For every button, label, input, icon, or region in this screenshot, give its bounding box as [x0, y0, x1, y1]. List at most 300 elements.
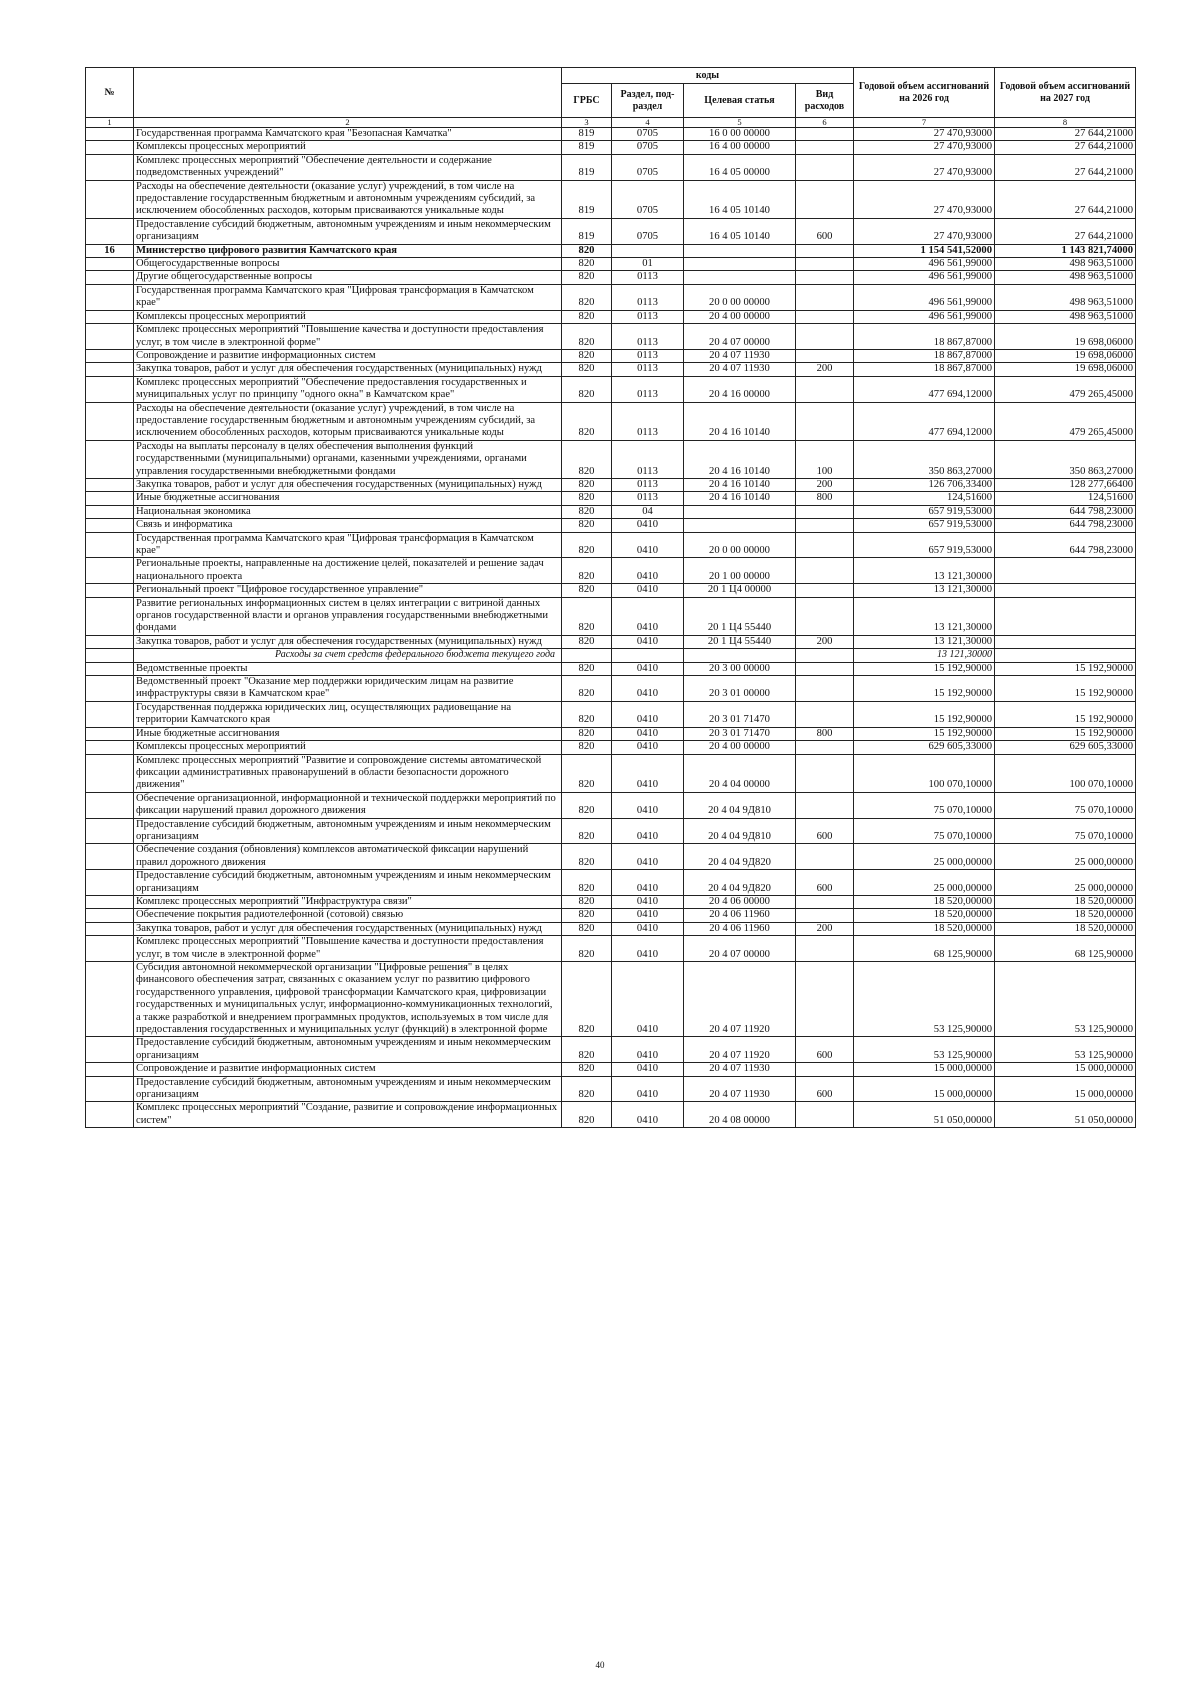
- row-name: Государственная программа Камчатского края "Безопасная Камчатка": [134, 128, 562, 141]
- row-section: 0410: [612, 662, 684, 675]
- row-volume-2027: 644 798,23000: [995, 519, 1136, 532]
- row-grbs: 820: [562, 284, 612, 310]
- row-number: [86, 1063, 134, 1076]
- row-target-article: 20 4 16 10140: [684, 402, 796, 440]
- row-grbs: 820: [562, 258, 612, 271]
- row-volume-2027: 644 798,23000: [995, 505, 1136, 518]
- row-section: 0113: [612, 349, 684, 362]
- budget-table: [85, 67, 1136, 1128]
- table-row: [86, 244, 1136, 257]
- row-volume-2027: 25 000,00000: [995, 844, 1136, 870]
- row-volume-2026: 496 561,99000: [854, 310, 995, 323]
- row-section: 0705: [612, 180, 684, 218]
- row-target-article: 20 4 07 00000: [684, 936, 796, 962]
- table-row: [86, 324, 1136, 350]
- row-section: 0113: [612, 492, 684, 505]
- row-volume-2026: 477 694,12000: [854, 402, 995, 440]
- row-volume-2027: [995, 558, 1136, 584]
- row-volume-2026: 51 050,00000: [854, 1102, 995, 1128]
- row-volume-2027: 53 125,90000: [995, 962, 1136, 1037]
- row-name: Комплекс процессных мероприятий "Инфраструктура связи": [134, 895, 562, 908]
- row-name: Комплекс процессных мероприятий "Обеспечение деятельности и содержание подведомственных учреждений": [134, 154, 562, 180]
- row-volume-2027: 644 798,23000: [995, 532, 1136, 558]
- row-expense-type: [796, 662, 854, 675]
- row-volume-2026: 15 192,90000: [854, 727, 995, 740]
- row-target-article: 20 4 00 00000: [684, 741, 796, 754]
- row-grbs: 820: [562, 597, 612, 635]
- row-target-article: 20 4 06 00000: [684, 895, 796, 908]
- row-volume-2026: 657 919,53000: [854, 532, 995, 558]
- row-expense-type: 600: [796, 1037, 854, 1063]
- row-expense-type: [796, 676, 854, 702]
- row-target-article: 16 4 00 00000: [684, 141, 796, 154]
- row-grbs: 820: [562, 727, 612, 740]
- header-number: №: [86, 68, 134, 118]
- row-volume-2027: 124,51600: [995, 492, 1136, 505]
- row-expense-type: [796, 558, 854, 584]
- row-name: Государственная программа Камчатского края "Цифровая трансформация в Камчатском крае": [134, 284, 562, 310]
- row-name: Закупка товаров, работ и услуг для обеспечения государственных (муниципальных) нужд: [134, 478, 562, 491]
- row-section: [612, 244, 684, 257]
- row-number: [86, 519, 134, 532]
- row-number: [86, 597, 134, 635]
- column-number: 8: [995, 118, 1136, 128]
- column-number: 2: [134, 118, 562, 128]
- row-volume-2027: 15 192,90000: [995, 676, 1136, 702]
- row-grbs: 820: [562, 363, 612, 376]
- row-volume-2027: 51 050,00000: [995, 1102, 1136, 1128]
- table-row: [86, 154, 1136, 180]
- row-number: [86, 128, 134, 141]
- table-row: [86, 258, 1136, 271]
- row-section: 0705: [612, 218, 684, 244]
- row-expense-type: 600: [796, 218, 854, 244]
- table-row: [86, 741, 1136, 754]
- row-section: 0113: [612, 284, 684, 310]
- row-number: [86, 635, 134, 648]
- table-row: [86, 936, 1136, 962]
- row-expense-type: [796, 376, 854, 402]
- row-target-article: 20 4 06 11960: [684, 909, 796, 922]
- row-name: Ведомственные проекты: [134, 662, 562, 675]
- row-volume-2026: 124,51600: [854, 492, 995, 505]
- row-section: 0410: [612, 909, 684, 922]
- row-expense-type: [796, 519, 854, 532]
- row-grbs: 820: [562, 792, 612, 818]
- row-grbs: 819: [562, 128, 612, 141]
- table-row: [86, 558, 1136, 584]
- row-expense-type: [796, 895, 854, 908]
- row-number: [86, 895, 134, 908]
- row-target-article: 16 4 05 00000: [684, 154, 796, 180]
- row-grbs: 820: [562, 440, 612, 478]
- row-volume-2026: 15 192,90000: [854, 662, 995, 675]
- table-row: [86, 376, 1136, 402]
- row-expense-type: [796, 284, 854, 310]
- row-volume-2027: 498 963,51000: [995, 310, 1136, 323]
- row-target-article: 20 3 01 00000: [684, 676, 796, 702]
- row-target-article: [684, 649, 796, 662]
- table-row: [86, 363, 1136, 376]
- row-grbs: 819: [562, 141, 612, 154]
- row-volume-2027: 18 520,00000: [995, 922, 1136, 935]
- row-target-article: [684, 519, 796, 532]
- row-number: [86, 1037, 134, 1063]
- row-name: Ведомственный проект "Оказание мер поддержки юридическим лицам на развитие инфраструктуры связи в Камчатском крае": [134, 676, 562, 702]
- table-row: [86, 754, 1136, 792]
- row-number: [86, 792, 134, 818]
- row-grbs: 820: [562, 922, 612, 935]
- table-body: [86, 128, 1136, 1128]
- row-volume-2027: 15 000,00000: [995, 1063, 1136, 1076]
- row-target-article: [684, 271, 796, 284]
- row-target-article: 20 3 00 00000: [684, 662, 796, 675]
- row-volume-2026: 18 867,87000: [854, 349, 995, 362]
- row-volume-2026: 13 121,30000: [854, 597, 995, 635]
- row-target-article: 20 1 Ц4 00000: [684, 584, 796, 597]
- row-volume-2027: 498 963,51000: [995, 258, 1136, 271]
- row-number: [86, 218, 134, 244]
- row-volume-2027: 19 698,06000: [995, 363, 1136, 376]
- row-number: [86, 818, 134, 844]
- row-number: [86, 324, 134, 350]
- column-number: 4: [612, 118, 684, 128]
- row-grbs: 820: [562, 676, 612, 702]
- row-target-article: 20 0 00 00000: [684, 284, 796, 310]
- row-target-article: [684, 244, 796, 257]
- row-section: 01: [612, 258, 684, 271]
- row-volume-2027: 25 000,00000: [995, 870, 1136, 896]
- row-name: Обеспечение создания (обновления) комплексов автоматической фиксации нарушений правил дорожного движения: [134, 844, 562, 870]
- row-expense-type: 200: [796, 363, 854, 376]
- row-name: Предоставление субсидий бюджетным, автономным учреждениям и иным некоммерческим организациям: [134, 818, 562, 844]
- row-expense-type: 200: [796, 922, 854, 935]
- row-volume-2026: 13 121,30000: [854, 649, 995, 662]
- row-grbs: 820: [562, 1063, 612, 1076]
- row-volume-2026: 27 470,93000: [854, 154, 995, 180]
- table-row: [86, 870, 1136, 896]
- table-row: [86, 349, 1136, 362]
- row-section: 0410: [612, 1076, 684, 1102]
- row-volume-2026: 25 000,00000: [854, 844, 995, 870]
- row-name: Закупка товаров, работ и услуг для обеспечения государственных (муниципальных) нужд: [134, 363, 562, 376]
- row-name: Региональный проект "Цифровое государственное управление": [134, 584, 562, 597]
- header-name: [134, 68, 562, 118]
- header-section: Раздел, под-раздел: [612, 84, 684, 118]
- row-volume-2026: 53 125,90000: [854, 1037, 995, 1063]
- row-grbs: 820: [562, 754, 612, 792]
- row-number: [86, 440, 134, 478]
- row-volume-2027: 75 070,10000: [995, 792, 1136, 818]
- row-section: 0410: [612, 635, 684, 648]
- column-number: 5: [684, 118, 796, 128]
- row-volume-2026: 629 605,33000: [854, 741, 995, 754]
- row-number: [86, 844, 134, 870]
- row-grbs: 820: [562, 1076, 612, 1102]
- row-name: Закупка товаров, работ и услуг для обеспечения государственных (муниципальных) нужд: [134, 922, 562, 935]
- row-volume-2027: [995, 584, 1136, 597]
- row-number: [86, 376, 134, 402]
- row-name: Развитие региональных информационных систем в целях интеграции с витриной данных органов государственной власти и органов управления государственными внебюджетными фондами: [134, 597, 562, 635]
- row-name: Предоставление субсидий бюджетным, автономным учреждениям и иным некоммерческим организациям: [134, 1076, 562, 1102]
- row-name: Национальная экономика: [134, 505, 562, 518]
- row-expense-type: [796, 1063, 854, 1076]
- row-section: 0705: [612, 141, 684, 154]
- row-target-article: 20 4 04 9Д810: [684, 792, 796, 818]
- row-section: 0410: [612, 936, 684, 962]
- row-expense-type: 600: [796, 870, 854, 896]
- row-target-article: [684, 505, 796, 518]
- table-header: [86, 68, 1136, 128]
- row-grbs: 820: [562, 701, 612, 727]
- row-number: [86, 180, 134, 218]
- row-volume-2026: 126 706,33400: [854, 478, 995, 491]
- row-target-article: 20 4 16 10140: [684, 492, 796, 505]
- row-volume-2026: 657 919,53000: [854, 505, 995, 518]
- row-volume-2027: 479 265,45000: [995, 402, 1136, 440]
- row-volume-2027: 27 644,21000: [995, 141, 1136, 154]
- row-section: 0113: [612, 324, 684, 350]
- row-number: [86, 349, 134, 362]
- row-volume-2026: 75 070,10000: [854, 818, 995, 844]
- row-number: [86, 754, 134, 792]
- row-name: Комплекс процессных мероприятий "Создание, развитие и сопровождение информационных систем": [134, 1102, 562, 1128]
- table-row: [86, 141, 1136, 154]
- row-expense-type: [796, 792, 854, 818]
- row-volume-2026: 13 121,30000: [854, 635, 995, 648]
- row-section: 0113: [612, 402, 684, 440]
- row-volume-2026: 496 561,99000: [854, 284, 995, 310]
- row-grbs: 820: [562, 1037, 612, 1063]
- row-expense-type: [796, 505, 854, 518]
- table-row: [86, 701, 1136, 727]
- row-section: 0410: [612, 519, 684, 532]
- row-section: [612, 649, 684, 662]
- row-target-article: 16 4 05 10140: [684, 218, 796, 244]
- row-volume-2027: 18 520,00000: [995, 909, 1136, 922]
- row-volume-2027: 53 125,90000: [995, 1037, 1136, 1063]
- row-grbs: 820: [562, 662, 612, 675]
- row-name: Комплекс процессных мероприятий "Повышение качества и доступности предоставления услуг, в том числе в электронной форме": [134, 936, 562, 962]
- row-volume-2026: 18 867,87000: [854, 363, 995, 376]
- row-section: 0410: [612, 792, 684, 818]
- row-volume-2027: 498 963,51000: [995, 271, 1136, 284]
- row-expense-type: [796, 584, 854, 597]
- table-row: [86, 440, 1136, 478]
- row-volume-2026: 68 125,90000: [854, 936, 995, 962]
- table-row: [86, 180, 1136, 218]
- row-number: [86, 727, 134, 740]
- row-target-article: 20 3 01 71470: [684, 701, 796, 727]
- row-number: [86, 402, 134, 440]
- table-row: [86, 909, 1136, 922]
- row-name: Обеспечение организационной, информационной и технической поддержки мероприятий по фиксации нарушений правил дорожного движения: [134, 792, 562, 818]
- table-row: [86, 662, 1136, 675]
- row-section: 0410: [612, 741, 684, 754]
- row-section: 0410: [612, 1063, 684, 1076]
- row-section: 0705: [612, 128, 684, 141]
- header-volume-2026: Годовой объем ассигнований на 2026 год: [854, 68, 995, 118]
- row-target-article: 20 4 04 9Д820: [684, 844, 796, 870]
- row-grbs: [562, 649, 612, 662]
- row-volume-2027: 15 192,90000: [995, 662, 1136, 675]
- row-expense-type: [796, 741, 854, 754]
- table-row: [86, 584, 1136, 597]
- row-expense-type: [796, 532, 854, 558]
- row-target-article: 20 4 16 10140: [684, 478, 796, 491]
- table-row: [86, 818, 1136, 844]
- row-expense-type: 100: [796, 440, 854, 478]
- row-grbs: 820: [562, 324, 612, 350]
- row-grbs: 820: [562, 962, 612, 1037]
- row-name: Министерство цифрового развития Камчатского края: [134, 244, 562, 257]
- row-volume-2027: 479 265,45000: [995, 376, 1136, 402]
- row-target-article: 20 3 01 71470: [684, 727, 796, 740]
- row-number: [86, 492, 134, 505]
- row-expense-type: 200: [796, 635, 854, 648]
- row-section: 0410: [612, 584, 684, 597]
- row-grbs: 819: [562, 180, 612, 218]
- table-row: [86, 1063, 1136, 1076]
- column-number: 3: [562, 118, 612, 128]
- table-row: [86, 649, 1136, 662]
- row-volume-2026: 15 192,90000: [854, 676, 995, 702]
- row-target-article: 20 1 Ц4 55440: [684, 597, 796, 635]
- table-row: [86, 218, 1136, 244]
- row-expense-type: [796, 909, 854, 922]
- budget-document-page: [85, 67, 1135, 1128]
- row-name: Расходы за счет средств федерального бюджета текущего года: [134, 649, 562, 662]
- row-volume-2026: 13 121,30000: [854, 558, 995, 584]
- row-grbs: 820: [562, 741, 612, 754]
- row-target-article: 20 0 00 00000: [684, 532, 796, 558]
- row-number: [86, 478, 134, 491]
- row-grbs: 820: [562, 635, 612, 648]
- row-number: [86, 962, 134, 1037]
- row-name: Расходы на обеспечение деятельности (оказание услуг) учреждений, в том числе на предоставление государственным бюджетным и автономным учреждениям субсидий, за исключением обособленных расходов, которым присваиваются уникальные коды: [134, 402, 562, 440]
- row-grbs: 820: [562, 505, 612, 518]
- row-volume-2027: 75 070,10000: [995, 818, 1136, 844]
- row-number: [86, 649, 134, 662]
- row-section: 04: [612, 505, 684, 518]
- row-target-article: 16 0 00 00000: [684, 128, 796, 141]
- row-target-article: 20 4 07 11930: [684, 349, 796, 362]
- row-target-article: 16 4 05 10140: [684, 180, 796, 218]
- table-row: [86, 844, 1136, 870]
- row-section: 0410: [612, 558, 684, 584]
- row-volume-2027: 1 143 821,74000: [995, 244, 1136, 257]
- row-name: Региональные проекты, направленные на достижение целей, показателей и решение задач национального проекта: [134, 558, 562, 584]
- row-volume-2027: 128 277,66400: [995, 478, 1136, 491]
- row-expense-type: [796, 310, 854, 323]
- row-grbs: 820: [562, 818, 612, 844]
- row-section: 0113: [612, 310, 684, 323]
- row-number: [86, 558, 134, 584]
- row-expense-type: [796, 244, 854, 257]
- row-grbs: 820: [562, 349, 612, 362]
- row-volume-2026: 477 694,12000: [854, 376, 995, 402]
- row-target-article: 20 4 04 9Д810: [684, 818, 796, 844]
- table-row: [86, 895, 1136, 908]
- row-name: Предоставление субсидий бюджетным, автономным учреждениям и иным некоммерческим организациям: [134, 218, 562, 244]
- row-target-article: 20 4 07 11930: [684, 363, 796, 376]
- row-volume-2027: 15 000,00000: [995, 1076, 1136, 1102]
- row-number: [86, 505, 134, 518]
- row-number: [86, 154, 134, 180]
- table-row: [86, 492, 1136, 505]
- row-target-article: 20 4 07 11930: [684, 1063, 796, 1076]
- column-number: 6: [796, 118, 854, 128]
- table-row: [86, 1076, 1136, 1102]
- row-target-article: 20 4 06 11960: [684, 922, 796, 935]
- row-name: Иные бюджетные ассигнования: [134, 727, 562, 740]
- row-grbs: 820: [562, 244, 612, 257]
- row-section: 0410: [612, 922, 684, 935]
- row-expense-type: [796, 936, 854, 962]
- row-target-article: 20 4 07 11930: [684, 1076, 796, 1102]
- row-name: Комплексы процессных мероприятий: [134, 310, 562, 323]
- row-target-article: 20 1 00 00000: [684, 558, 796, 584]
- row-name: Комплекс процессных мероприятий "Обеспечение предоставления государственных и муниципальных услуг по принципу "одного окна" в Камчатском крае": [134, 376, 562, 402]
- row-name: Комплексы процессных мероприятий: [134, 741, 562, 754]
- table-row: [86, 962, 1136, 1037]
- table-row: [86, 284, 1136, 310]
- row-section: 0410: [612, 962, 684, 1037]
- row-number: [86, 662, 134, 675]
- row-section: 0410: [612, 844, 684, 870]
- row-section: 0113: [612, 376, 684, 402]
- row-volume-2026: 15 192,90000: [854, 701, 995, 727]
- row-number: [86, 363, 134, 376]
- column-number: 7: [854, 118, 995, 128]
- row-grbs: 820: [562, 519, 612, 532]
- row-section: 0410: [612, 895, 684, 908]
- row-grbs: 820: [562, 478, 612, 491]
- row-number: [86, 1076, 134, 1102]
- row-grbs: 820: [562, 558, 612, 584]
- row-volume-2026: 18 520,00000: [854, 895, 995, 908]
- row-volume-2027: [995, 597, 1136, 635]
- row-grbs: 820: [562, 909, 612, 922]
- row-target-article: 20 4 00 00000: [684, 310, 796, 323]
- row-section: 0410: [612, 818, 684, 844]
- row-volume-2027: 18 520,00000: [995, 895, 1136, 908]
- row-volume-2027: 15 192,90000: [995, 701, 1136, 727]
- table-row: [86, 635, 1136, 648]
- row-name: Расходы на выплаты персоналу в целях обеспечения выполнения функций государственными (муниципальными) органами, казенными учреждениями, органами управления государственными внебюджетными фондами: [134, 440, 562, 478]
- row-volume-2026: 13 121,30000: [854, 584, 995, 597]
- row-number: [86, 909, 134, 922]
- row-volume-2026: 496 561,99000: [854, 271, 995, 284]
- row-expense-type: [796, 402, 854, 440]
- table-row: [86, 1102, 1136, 1128]
- row-volume-2027: 629 605,33000: [995, 741, 1136, 754]
- row-target-article: 20 4 16 10140: [684, 440, 796, 478]
- row-number: [86, 922, 134, 935]
- row-target-article: 20 1 Ц4 55440: [684, 635, 796, 648]
- row-target-article: 20 4 07 11920: [684, 962, 796, 1037]
- row-name: Комплекс процессных мероприятий "Развитие и сопровождение системы автоматической фиксации административных правонарушений в области безопасности дорожного движения": [134, 754, 562, 792]
- row-volume-2027: 350 863,27000: [995, 440, 1136, 478]
- row-name: Государственная поддержка юридических лиц, осуществляющих радиовещание на территории Камчатского края: [134, 701, 562, 727]
- table-row: [86, 128, 1136, 141]
- table-row: [86, 676, 1136, 702]
- row-volume-2026: 25 000,00000: [854, 870, 995, 896]
- row-expense-type: 200: [796, 478, 854, 491]
- row-expense-type: [796, 141, 854, 154]
- row-volume-2026: 496 561,99000: [854, 258, 995, 271]
- table-row: [86, 478, 1136, 491]
